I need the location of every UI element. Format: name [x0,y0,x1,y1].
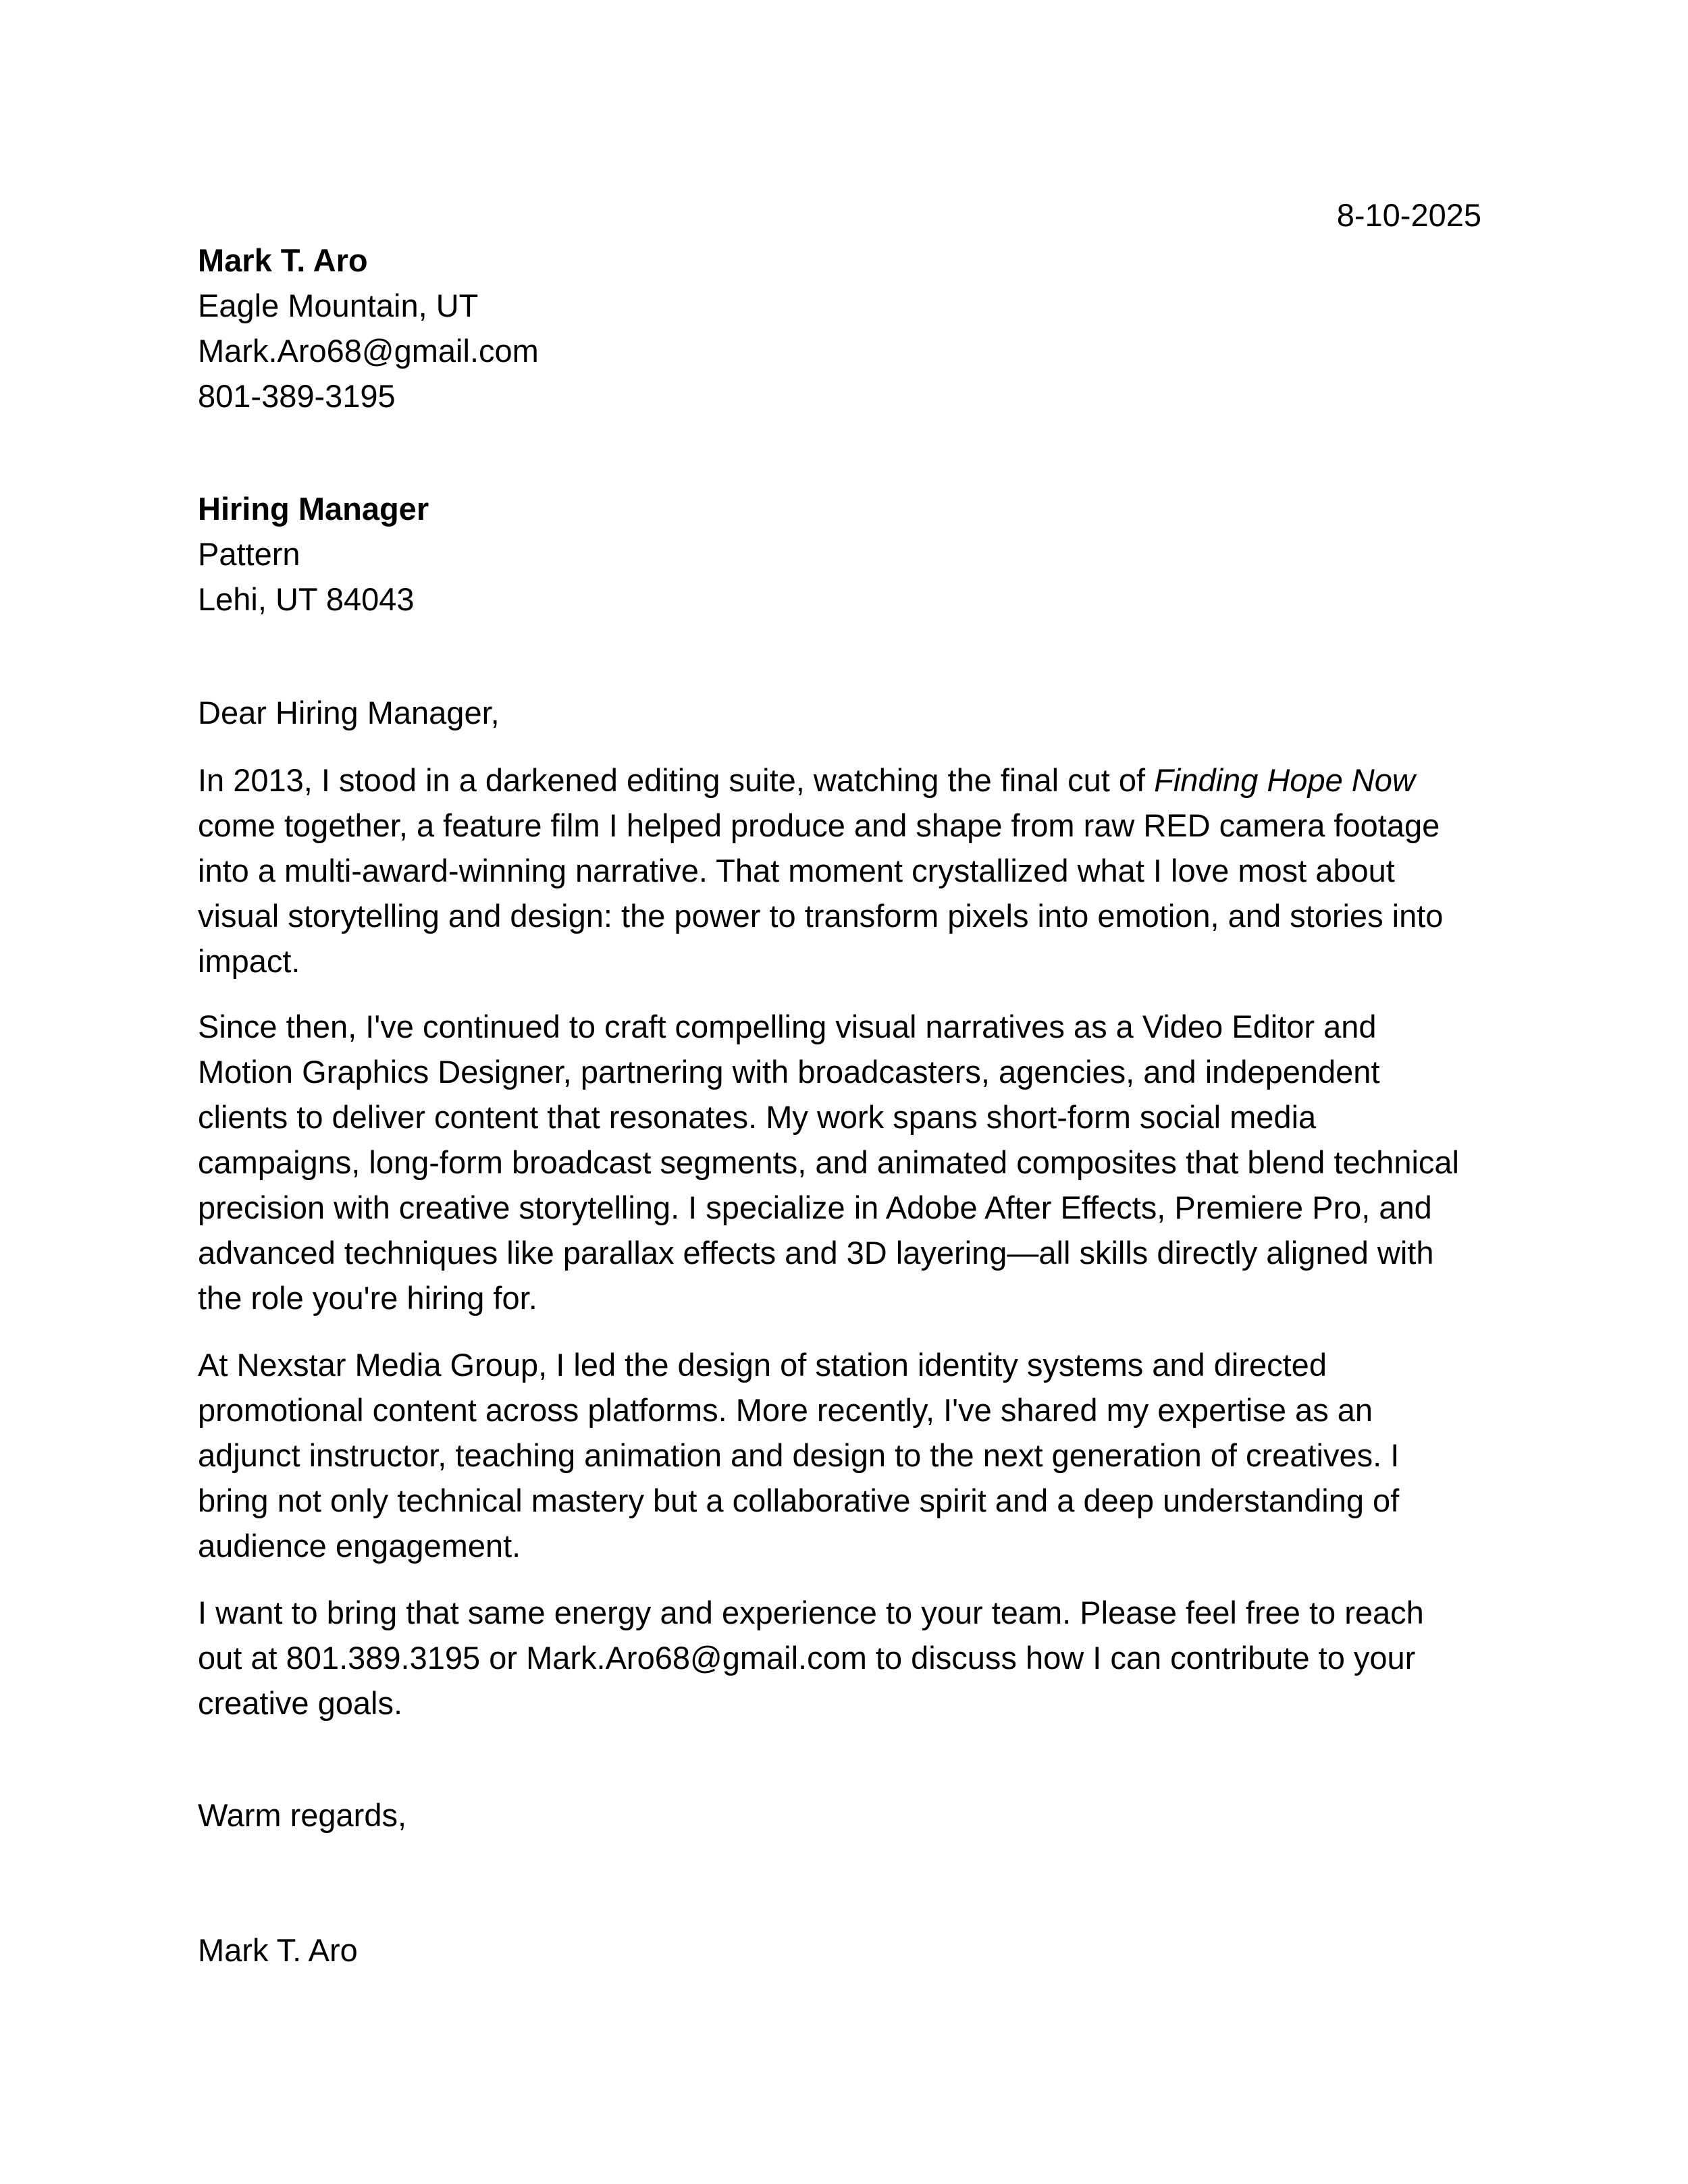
signature-name: Mark T. Aro [198,1932,358,1968]
paragraph-line: I want to bring that same energy and experience to your team. Please feel free to reach [198,1595,1424,1630]
paragraph-2 [198,1004,1493,1321]
paragraph-line: visual storytelling and design: the power to transform pixels into emotion, and stories into [198,898,1444,934]
paragraph-line: At Nexstar Media Group, I led the design of station identity systems and directed [198,1347,1327,1383]
closing: Warm regards, [198,1797,407,1833]
paragraph-1 [198,757,1493,984]
paragraph-line: Since then, I've continued to craft compelling visual narratives as a Video Editor and [198,1009,1377,1044]
recipient-block [198,486,1481,622]
paragraph-line: audience engagement. [198,1528,521,1564]
sender-phone: 801-389-3195 [198,378,396,414]
paragraph-line: clients to deliver content that resonates. My work spans short-form social media [198,1099,1317,1135]
paragraph-line: promotional content across platforms. More recently, I've shared my expertise as an [198,1392,1373,1428]
sender-block [198,238,1481,419]
paragraph-line: adjunct instructor, teaching animation and design to the next generation of creatives. I [198,1437,1400,1473]
paragraph-4 [198,1590,1493,1726]
film-title: Finding Hope Now [1154,762,1415,798]
paragraph-line: creative goals. [198,1685,403,1721]
paragraph-line: into a multi-award-winning narrative. That moment crystallized what I love most about [198,853,1395,888]
paragraph-line [198,757,1493,803]
paragraph-line: the role you're hiring for. [198,1280,537,1316]
sender-location: Eagle Mountain, UT [198,288,479,323]
salutation [198,690,1481,735]
recipient-location: Lehi, UT 84043 [198,581,415,617]
paragraph-line: out at 801.389.3195 or Mark.Aro68@gmail.com to discuss how I can contribute to your [198,1640,1416,1676]
paragraph-line: impact. [198,943,300,979]
recipient-company: Pattern [198,536,300,572]
paragraph-line: come together, a feature film I helped produce and shape from raw RED camera footage [198,807,1440,843]
paragraph-line-text: In 2013, I stood in a darkened editing suite, watching the final cut of [198,762,1155,798]
sender-email: Mark.Aro68@gmail.com [198,333,539,369]
paragraph-line: campaigns, long-form broadcast segments, and animated composites that blend technical [198,1144,1459,1180]
paragraph-3 [198,1342,1493,1568]
recipient-title: Hiring Manager [198,491,429,527]
salutation-text: Dear Hiring Manager, [198,695,500,730]
paragraph-line: bring not only technical mastery but a collaborative spirit and a deep understanding of [198,1483,1400,1518]
paragraph-line: Motion Graphics Designer, partnering with broadcasters, agencies, and independent [198,1054,1380,1090]
sender-name: Mark T. Aro [198,242,368,278]
paragraph-line: precision with creative storytelling. I specialize in Adobe After Effects, Premiere Pro, and [198,1190,1432,1225]
paragraph-line: advanced techniques like parallax effects and 3D layering—all skills directly aligned with [198,1235,1434,1271]
letter-date: 8-10-2025 [1336,197,1481,233]
